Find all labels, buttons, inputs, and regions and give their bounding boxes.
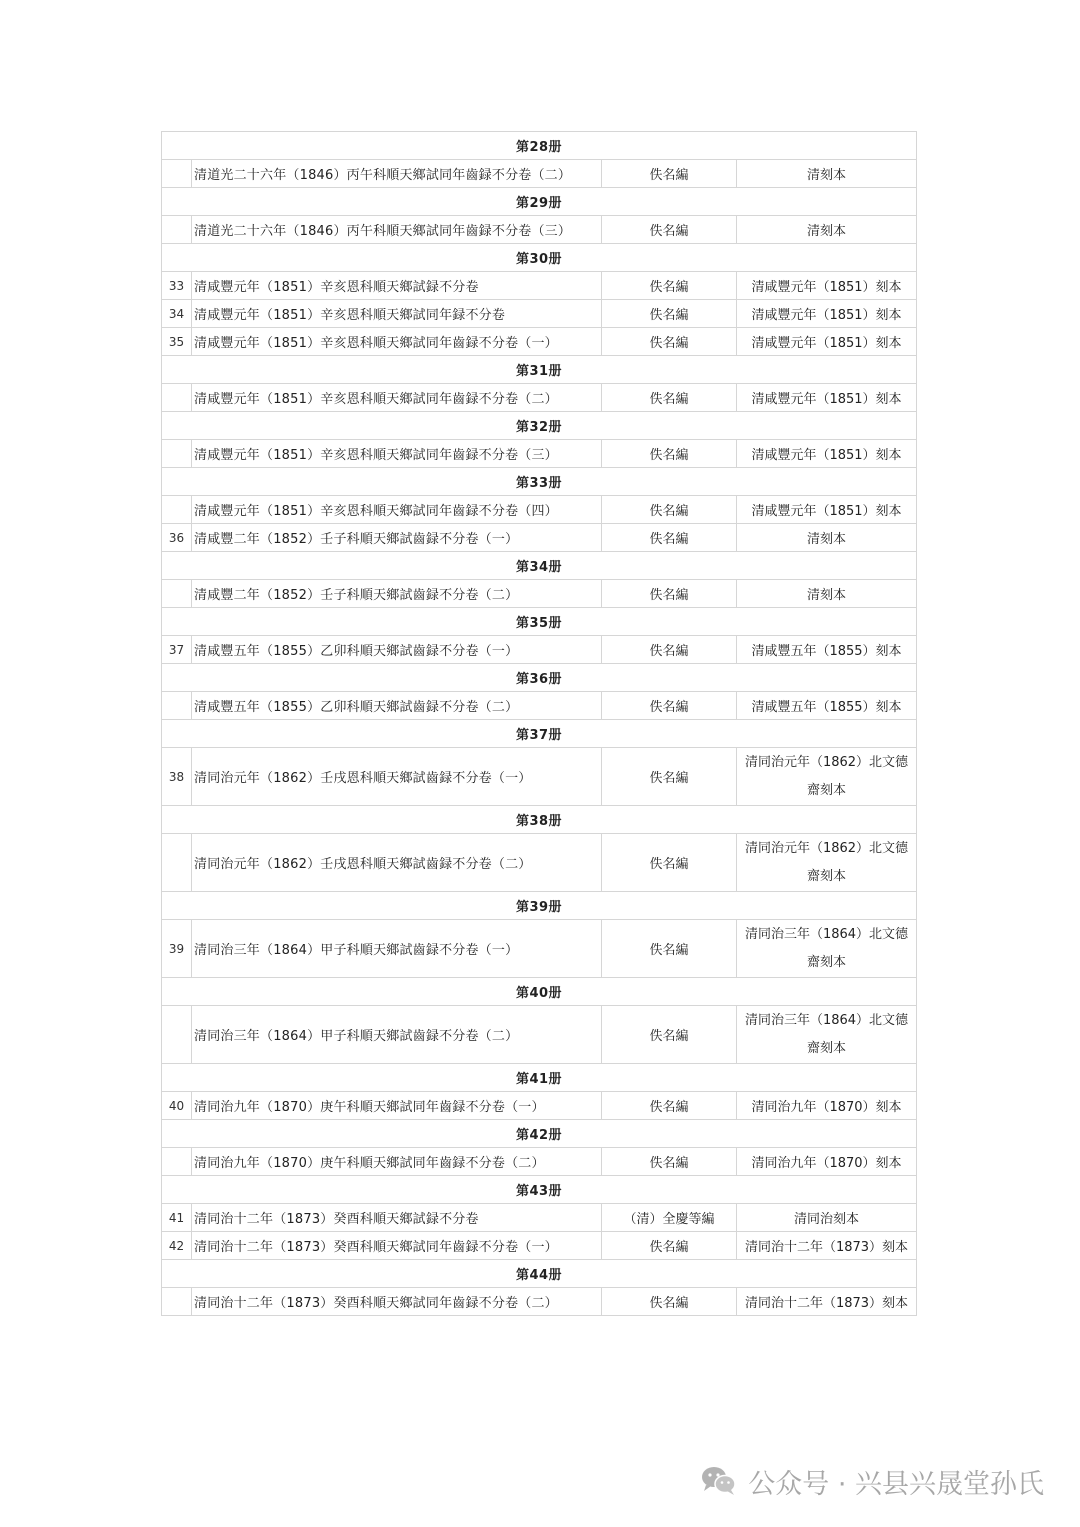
volume-row (162, 188, 917, 216)
entry-author: 佚名編 (602, 636, 737, 664)
entry-edition: 清同治十二年（1873）刻本 (737, 1288, 917, 1316)
watermark-text: 公众号 · 兴县兴晟堂孙氏 (748, 1468, 1044, 1500)
table-row (162, 1288, 917, 1316)
entry-title: 清咸豐元年（1851）辛亥恩科順天鄉試同年齒録不分卷（二） (192, 384, 602, 412)
table-row (162, 1204, 917, 1232)
entry-author: （清）全慶等編 (602, 1204, 737, 1232)
entry-author: 佚名編 (602, 748, 737, 806)
entry-author: 佚名編 (602, 920, 737, 978)
table-row (162, 496, 917, 524)
volume-label: 第41册 (162, 1064, 917, 1092)
entry-number (162, 440, 192, 468)
entry-title: 清同治十二年（1873）癸酉科順天鄉試同年齒録不分卷（二） (192, 1288, 602, 1316)
entry-edition: 清咸豐五年（1855）刻本 (737, 692, 917, 720)
volume-label: 第35册 (162, 608, 917, 636)
volume-label: 第40册 (162, 978, 917, 1006)
volume-row (162, 1260, 917, 1288)
entry-author: 佚名編 (602, 160, 737, 188)
volume-label: 第28册 (162, 132, 917, 160)
table-row (162, 440, 917, 468)
volume-row (162, 978, 917, 1006)
volume-row (162, 1120, 917, 1148)
entry-number (162, 834, 192, 892)
volume-row (162, 720, 917, 748)
entry-title: 清咸豐二年（1852）壬子科順天鄉試齒録不分卷（二） (192, 580, 602, 608)
table-row (162, 524, 917, 552)
entry-author: 佚名編 (602, 1092, 737, 1120)
entry-number (162, 1288, 192, 1316)
entry-number: 37 (162, 636, 192, 664)
volume-label: 第29册 (162, 188, 917, 216)
entry-number: 39 (162, 920, 192, 978)
entry-edition: 清同治九年（1870）刻本 (737, 1092, 917, 1120)
entry-title: 清道光二十六年（1846）丙午科順天鄉試同年齒録不分卷（三） (192, 216, 602, 244)
table-row (162, 216, 917, 244)
table-row (162, 748, 917, 806)
volume-row (162, 892, 917, 920)
table-row (162, 1006, 917, 1064)
table-row (162, 300, 917, 328)
volume-label: 第36册 (162, 664, 917, 692)
volume-row (162, 664, 917, 692)
volume-row (162, 806, 917, 834)
table-row (162, 580, 917, 608)
entry-author: 佚名編 (602, 440, 737, 468)
entry-number (162, 384, 192, 412)
volume-label: 第34册 (162, 552, 917, 580)
entry-author: 佚名編 (602, 216, 737, 244)
table-row (162, 834, 917, 892)
entry-edition: 清同治元年（1862）北文德齋刻本 (737, 834, 917, 892)
table-row (162, 272, 917, 300)
table-row (162, 384, 917, 412)
entry-title: 清咸豐五年（1855）乙卯科順天鄉試齒録不分卷（二） (192, 692, 602, 720)
entry-author: 佚名編 (602, 1232, 737, 1260)
entry-title: 清咸豐元年（1851）辛亥恩科順天鄉試録不分卷 (192, 272, 602, 300)
entry-number (162, 1148, 192, 1176)
entry-title: 清同治三年（1864）甲子科順天鄉試齒録不分卷（二） (192, 1006, 602, 1064)
entry-edition: 清同治刻本 (737, 1204, 917, 1232)
table-row (162, 160, 917, 188)
table-row (162, 1148, 917, 1176)
table-row (162, 692, 917, 720)
volume-label: 第38册 (162, 806, 917, 834)
entry-number: 34 (162, 300, 192, 328)
table-row (162, 636, 917, 664)
entry-edition: 清刻本 (737, 580, 917, 608)
volume-label: 第39册 (162, 892, 917, 920)
volume-row (162, 356, 917, 384)
volume-row (162, 552, 917, 580)
watermark (700, 1461, 1044, 1501)
volume-row (162, 412, 917, 440)
volume-row (162, 1064, 917, 1092)
entry-number: 40 (162, 1092, 192, 1120)
entry-author: 佚名編 (602, 692, 737, 720)
volume-row (162, 244, 917, 272)
entry-number: 35 (162, 328, 192, 356)
entry-edition: 清同治九年（1870）刻本 (737, 1148, 917, 1176)
catalog-table (161, 131, 917, 1316)
entry-number (162, 496, 192, 524)
entry-edition: 清同治三年（1864）北文德齋刻本 (737, 1006, 917, 1064)
entry-number: 36 (162, 524, 192, 552)
catalog-body (162, 132, 917, 1316)
entry-title: 清同治十二年（1873）癸酉科順天鄉試録不分卷 (192, 1204, 602, 1232)
table-row (162, 920, 917, 978)
entry-title: 清同治十二年（1873）癸酉科順天鄉試同年齒録不分卷（一） (192, 1232, 602, 1260)
entry-title: 清道光二十六年（1846）丙午科順天鄉試同年齒録不分卷（二） (192, 160, 602, 188)
entry-title: 清咸豐元年（1851）辛亥恩科順天鄉試同年録不分卷 (192, 300, 602, 328)
entry-author: 佚名編 (602, 1288, 737, 1316)
table-row (162, 1092, 917, 1120)
entry-number (162, 160, 192, 188)
entry-edition: 清刻本 (737, 216, 917, 244)
entry-author: 佚名編 (602, 384, 737, 412)
entry-title: 清咸豐元年（1851）辛亥恩科順天鄉試同年齒録不分卷（四） (192, 496, 602, 524)
entry-number: 42 (162, 1232, 192, 1260)
volume-label: 第33册 (162, 468, 917, 496)
entry-number (162, 216, 192, 244)
entry-number: 33 (162, 272, 192, 300)
entry-number (162, 1006, 192, 1064)
volume-label: 第37册 (162, 720, 917, 748)
entry-title: 清咸豐二年（1852）壬子科順天鄉試齒録不分卷（一） (192, 524, 602, 552)
entry-edition: 清咸豐元年（1851）刻本 (737, 384, 917, 412)
entry-number (162, 692, 192, 720)
entry-title: 清同治元年（1862）壬戌恩科順天鄉試齒録不分卷（二） (192, 834, 602, 892)
entry-edition: 清咸豐五年（1855）刻本 (737, 636, 917, 664)
entry-edition: 清咸豐元年（1851）刻本 (737, 300, 917, 328)
entry-title: 清咸豐元年（1851）辛亥恩科順天鄉試同年齒録不分卷（三） (192, 440, 602, 468)
entry-edition: 清咸豐元年（1851）刻本 (737, 272, 917, 300)
wechat-icon (700, 1464, 738, 1498)
volume-label: 第43册 (162, 1176, 917, 1204)
volume-label: 第30册 (162, 244, 917, 272)
entry-edition: 清同治三年（1864）北文德齋刻本 (737, 920, 917, 978)
entry-author: 佚名編 (602, 834, 737, 892)
entry-edition: 清刻本 (737, 160, 917, 188)
volume-row (162, 608, 917, 636)
entry-title: 清同治元年（1862）壬戌恩科順天鄉試齒録不分卷（一） (192, 748, 602, 806)
volume-label: 第31册 (162, 356, 917, 384)
volume-label: 第32册 (162, 412, 917, 440)
volume-row (162, 1176, 917, 1204)
entry-edition: 清咸豐元年（1851）刻本 (737, 440, 917, 468)
entry-edition: 清同治元年（1862）北文德齋刻本 (737, 748, 917, 806)
entry-author: 佚名編 (602, 300, 737, 328)
entry-edition: 清咸豐元年（1851）刻本 (737, 328, 917, 356)
entry-edition: 清同治十二年（1873）刻本 (737, 1232, 917, 1260)
volume-label: 第42册 (162, 1120, 917, 1148)
entry-title: 清同治三年（1864）甲子科順天鄉試齒録不分卷（一） (192, 920, 602, 978)
entry-title: 清咸豐元年（1851）辛亥恩科順天鄉試同年齒録不分卷（一） (192, 328, 602, 356)
entry-number (162, 580, 192, 608)
table-row (162, 328, 917, 356)
entry-author: 佚名編 (602, 1148, 737, 1176)
volume-label: 第44册 (162, 1260, 917, 1288)
entry-title: 清同治九年（1870）庚午科順天鄉試同年齒録不分卷（二） (192, 1148, 602, 1176)
entry-edition: 清刻本 (737, 524, 917, 552)
entry-title: 清同治九年（1870）庚午科順天鄉試同年齒録不分卷（一） (192, 1092, 602, 1120)
table-row (162, 1232, 917, 1260)
entry-title: 清咸豐五年（1855）乙卯科順天鄉試齒録不分卷（一） (192, 636, 602, 664)
entry-author: 佚名編 (602, 496, 737, 524)
entry-author: 佚名編 (602, 328, 737, 356)
entry-author: 佚名編 (602, 1006, 737, 1064)
entry-edition: 清咸豐元年（1851）刻本 (737, 496, 917, 524)
volume-row (162, 132, 917, 160)
entry-number: 38 (162, 748, 192, 806)
entry-author: 佚名編 (602, 580, 737, 608)
entry-author: 佚名編 (602, 524, 737, 552)
entry-author: 佚名編 (602, 272, 737, 300)
entry-number: 41 (162, 1204, 192, 1232)
volume-row (162, 468, 917, 496)
